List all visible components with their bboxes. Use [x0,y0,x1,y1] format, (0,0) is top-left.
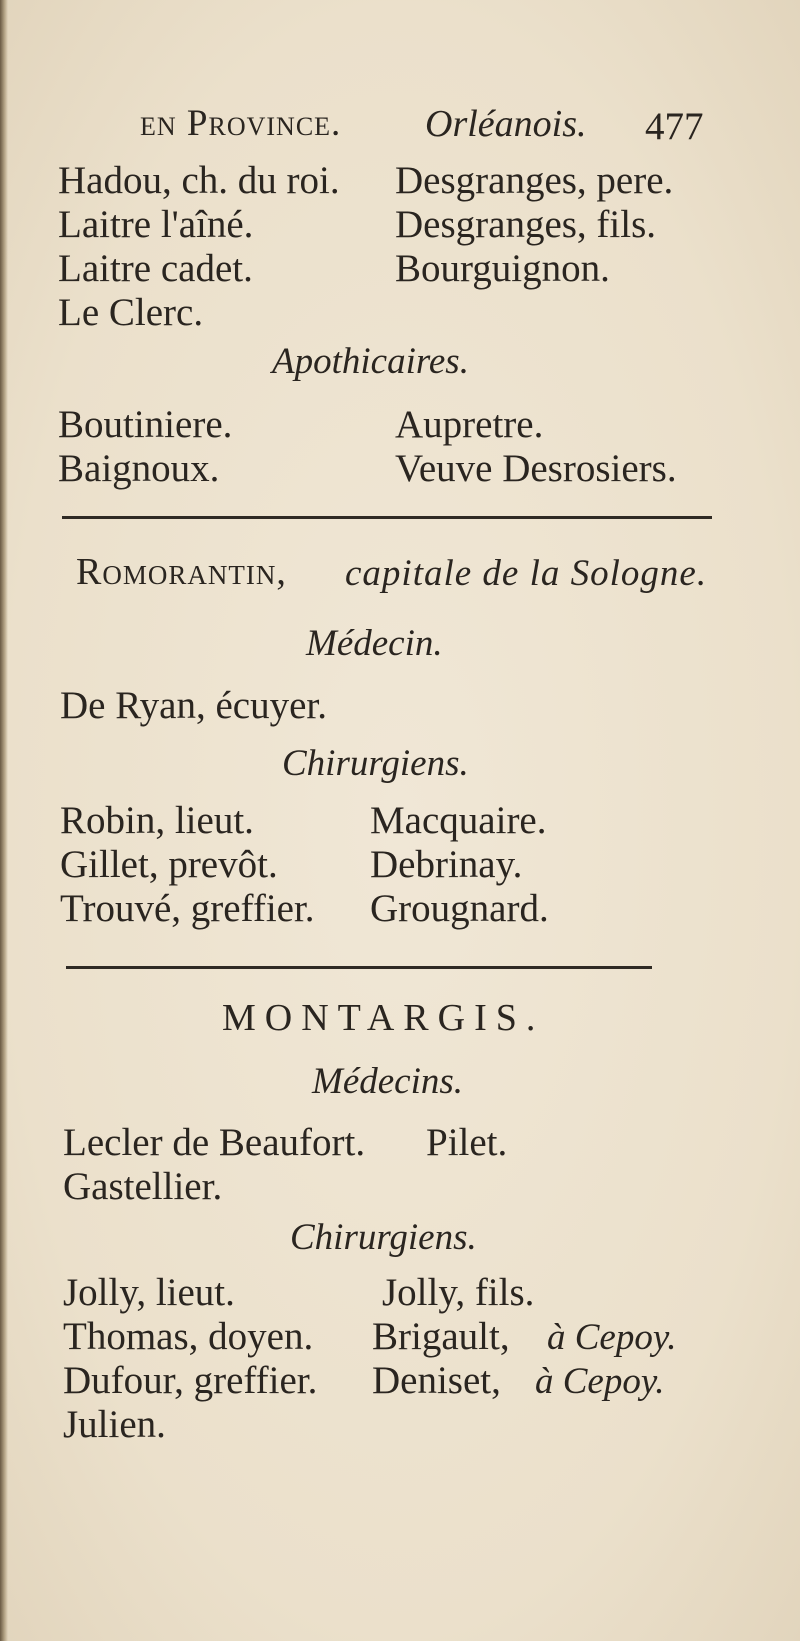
section-heading-chirurgiens: Chirurgiens. [290,1217,477,1258]
list-item: Laitre l'aîné. [58,203,254,246]
list-item: Jolly, fils. [382,1271,535,1314]
section-heading-chirurgiens: Chirurgiens. [282,743,469,784]
list-item: Laitre cadet. [58,247,253,290]
section-heading-medecin: Médecin. [306,623,443,664]
page-number: 477 [645,105,704,148]
list-item: Jolly, lieut. [63,1271,235,1314]
list-item: Brigault, [372,1315,510,1358]
list-item: Deniset, [372,1359,501,1402]
list-item: Macquaire. [370,799,547,842]
list-item: Lecler de Beaufort. [63,1121,366,1164]
list-item: Aupretre. [395,403,544,446]
list-item: Gillet, prevôt. [60,843,278,886]
list-item: Gastellier. [63,1165,223,1208]
list-item: Debrinay. [370,843,523,886]
list-item: Grougnard. [370,887,549,930]
list-item: De Ryan, écuyer. [60,684,328,727]
section-heading-apothicaires: Apothicaires. [272,341,469,382]
list-item: Trouvé, greffier. [60,887,315,930]
list-item: Thomas, doyen. [63,1315,314,1358]
list-item: Desgranges, fils. [395,203,657,246]
list-item: Pilet. [426,1121,508,1164]
list-item: Le Clerc. [58,291,204,334]
page-spine-edge [0,0,8,1641]
section-divider [62,516,712,519]
list-item: Veuve Desrosiers. [395,447,677,490]
section-subtitle-romorantin: capitale de la Sologne. [345,553,708,594]
section-divider [66,966,652,969]
list-item: Hadou, ch. du roi. [58,159,340,202]
list-item: Baignoux. [58,447,220,490]
running-header-center: Orléanois. [425,103,587,145]
list-item: Julien. [63,1403,166,1446]
list-item-place: à Cepoy. [535,1361,665,1402]
section-heading-medecins: Médecins. [312,1061,464,1102]
section-title-romorantin: Romorantin, [76,551,287,593]
list-item: Robin, lieut. [60,799,254,842]
running-header-left: en Province. [140,103,342,144]
list-item: Desgranges, pere. [395,159,674,202]
list-item: Bourguignon. [395,247,610,290]
list-item: Dufour, greffier. [63,1359,318,1402]
section-title-montargis: MONTARGIS. [222,997,545,1039]
list-item: Boutiniere. [58,403,233,446]
list-item-place: à Cepoy. [547,1317,677,1358]
